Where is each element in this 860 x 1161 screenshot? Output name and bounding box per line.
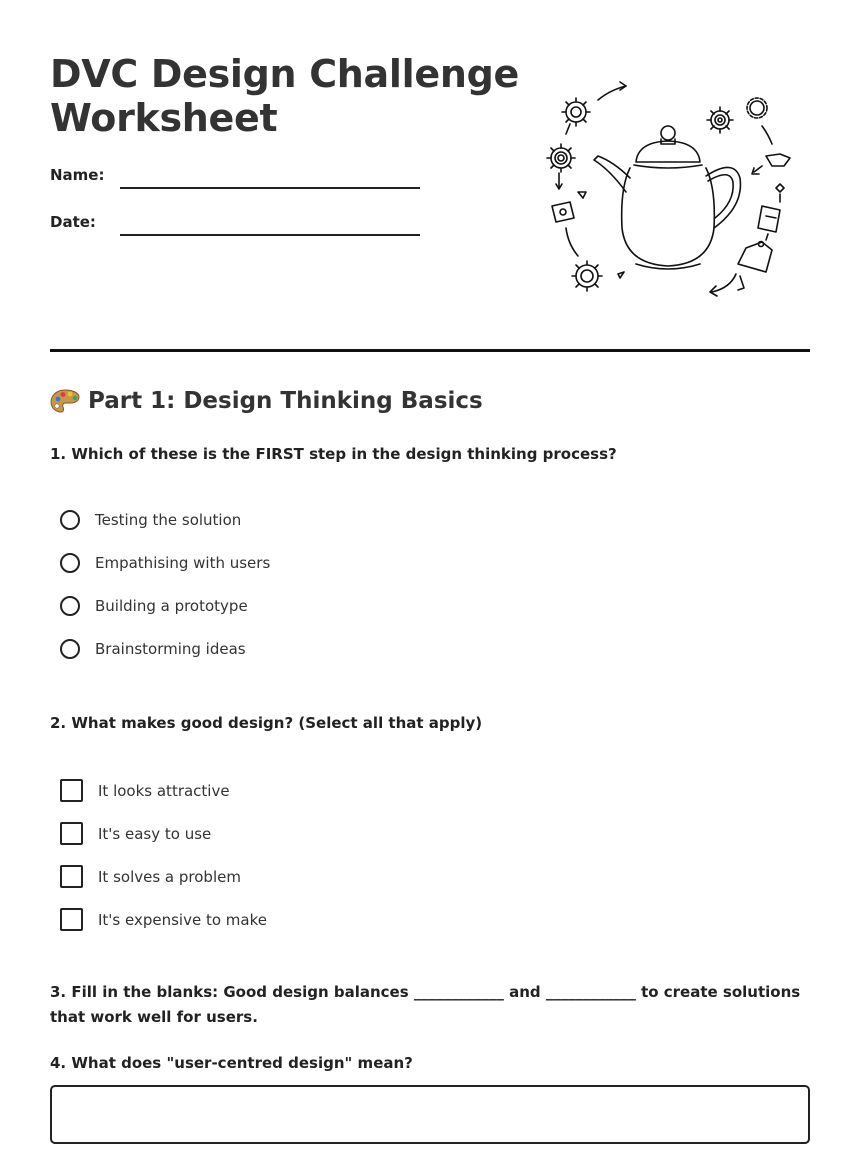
part1-heading <box>50 388 483 414</box>
q1-option-2[interactable] <box>60 553 270 573</box>
q1-option-3[interactable] <box>60 596 248 616</box>
option-label: Brainstorming ideas <box>95 640 246 658</box>
option-label: It solves a problem <box>98 867 241 886</box>
date-label: Date: <box>50 213 96 231</box>
option-label: Empathising with users <box>95 554 271 572</box>
part1-title: Part 1: Design Thinking Basics <box>88 388 483 414</box>
option-label: Building a prototype <box>95 597 248 615</box>
q2-option-2[interactable] <box>60 822 211 845</box>
checkbox[interactable] <box>60 779 83 802</box>
teapot-with-gears-illustration <box>540 78 800 300</box>
question-4-text: 4. What does "user-centred design" mean? <box>50 1054 413 1072</box>
q2-option-1[interactable] <box>60 779 230 802</box>
question-4-answer-box[interactable] <box>50 1085 810 1144</box>
checkbox[interactable] <box>60 822 83 845</box>
q1-option-4[interactable] <box>60 639 246 659</box>
question-3-text: 3. Fill in the blanks: Good design balances ____________ and ____________ to create solutions that work well for users. <box>50 983 801 1026</box>
date-field[interactable] <box>120 234 420 236</box>
q2-option-3[interactable] <box>60 865 241 888</box>
worksheet-title: DVC Design Challenge Worksheet <box>50 52 519 140</box>
section-divider <box>50 349 810 352</box>
question-1-text: 1. Which of these is the FIRST step in the design thinking process? <box>50 445 617 463</box>
teapot-icon <box>594 126 740 269</box>
name-field[interactable] <box>120 187 420 189</box>
question-2-text: 2. What makes good design? (Select all that apply) <box>50 714 483 732</box>
radio-button[interactable] <box>60 510 80 530</box>
artist-palette-icon <box>50 388 80 414</box>
q1-option-1[interactable] <box>60 510 241 530</box>
option-label: It's easy to use <box>98 824 212 843</box>
radio-button[interactable] <box>60 596 80 616</box>
option-label: It's expensive to make <box>98 910 267 929</box>
q2-option-4[interactable] <box>60 908 267 931</box>
option-label: It looks attractive <box>98 781 230 800</box>
option-label: Testing the solution <box>95 511 242 529</box>
checkbox[interactable] <box>60 908 83 931</box>
radio-button[interactable] <box>60 553 80 573</box>
name-label: Name: <box>50 166 105 184</box>
checkbox[interactable] <box>60 865 83 888</box>
radio-button[interactable] <box>60 639 80 659</box>
